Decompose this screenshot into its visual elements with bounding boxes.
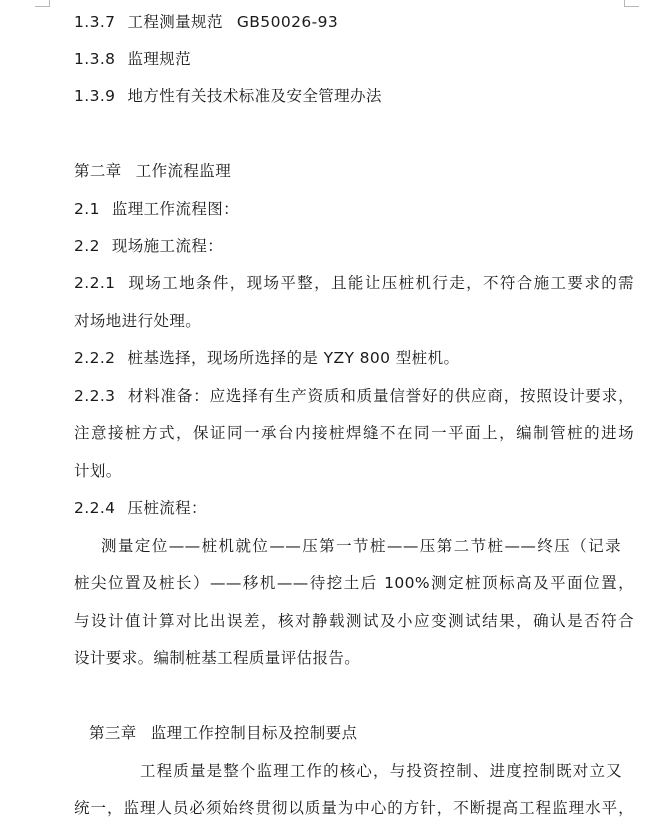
clause-text: 计划。 (74, 462, 122, 480)
paragraph-text: 设计要求。编制桩基工程质量评估报告。 (74, 649, 361, 667)
clause-2-2-2 (74, 348, 634, 368)
clause-text: 现场工地条件，现场平整，且能让压桩机行走，不符合施工要求的需 (127, 274, 634, 292)
section-number: 2.2 (74, 237, 100, 255)
clause-text: 材料准备：应选择有生产资质和质量信誉好的供应商，按照设计要求， (127, 387, 634, 405)
section-text: 监理工作流程图： (111, 200, 240, 218)
paragraph-text: 测量定位——桩机就位——压第一节桩——压第二节桩——终压（记录 (101, 537, 621, 555)
clause-number: 1.3.7 (74, 13, 116, 31)
paragraph-text: 工程质量是整个监理工作的核心，与投资控制、进度控制既对立又 (140, 762, 622, 780)
chapter-title: 监理工作控制目标及控制要点 (150, 724, 358, 742)
paragraph-text: 统一，监理人员必须始终贯彻以质量为中心的方针，不断提高工程监理水平， (74, 799, 634, 817)
section-number: 2.1 (74, 200, 100, 218)
paragraph-text: 与设计值计算对比出误差，核对静载测试及小应变测试结果，确认是否符合 (74, 612, 634, 630)
clause-number: 1.3.8 (74, 50, 116, 68)
clause-number: 1.3.9 (74, 87, 116, 105)
clause-1-3-9 (74, 86, 634, 106)
paragraph-text: 桩尖位置及桩长）——移机——待挖土后 100%测定桩顶标高及平面位置， (74, 574, 634, 592)
corner-crop-mark (624, 0, 639, 7)
pile-flow-line-1 (101, 536, 621, 556)
chapter-label: 第二章 (74, 162, 122, 180)
chapter-2-heading (74, 161, 634, 181)
clause-text: 工程测量规范 (127, 13, 223, 31)
chapter-3-heading (89, 723, 649, 743)
clause-text: 注意接桩方式，保证同一承台内接桩焊缝不在同一平面上，编制管桩的进场 (74, 424, 634, 442)
clause-1-3-7 (74, 12, 634, 32)
clause-2-2-3-line-2 (74, 423, 634, 443)
pile-flow-line-4 (74, 648, 634, 668)
clause-text: 压桩流程： (127, 499, 207, 517)
quality-paragraph-line-2 (74, 798, 634, 818)
clause-number: 2.2.3 (74, 387, 116, 405)
standard-code: GB50026-93 (236, 13, 339, 31)
clause-1-3-8 (74, 49, 634, 69)
section-text: 现场施工流程： (111, 237, 224, 255)
clause-number: 2.2.2 (74, 349, 116, 367)
clause-2-2-1-line-1 (74, 273, 634, 293)
corner-crop-mark (35, 0, 50, 7)
clause-text: 监理规范 (127, 50, 192, 68)
chapter-title: 工作流程监理 (135, 162, 232, 180)
pile-flow-line-2 (74, 573, 634, 593)
clause-text: 地方性有关技术标准及安全管理办法 (127, 87, 382, 105)
clause-text: 桩基选择，现场所选择的是 YZY 800 型桩机。 (127, 349, 460, 367)
section-2-2 (74, 236, 634, 256)
clause-2-2-3-line-1 (74, 386, 634, 406)
clause-number: 2.2.1 (74, 274, 116, 292)
quality-paragraph-line-1 (140, 761, 622, 781)
clause-2-2-4 (74, 498, 634, 518)
clause-number: 2.2.4 (74, 499, 116, 517)
clause-text: 对场地进行处理。 (74, 312, 202, 330)
clause-2-2-3-line-3 (74, 461, 634, 481)
chapter-label: 第三章 (89, 724, 137, 742)
clause-2-2-1-line-2 (74, 311, 634, 331)
section-2-1 (74, 199, 634, 219)
pile-flow-line-3 (74, 611, 634, 631)
